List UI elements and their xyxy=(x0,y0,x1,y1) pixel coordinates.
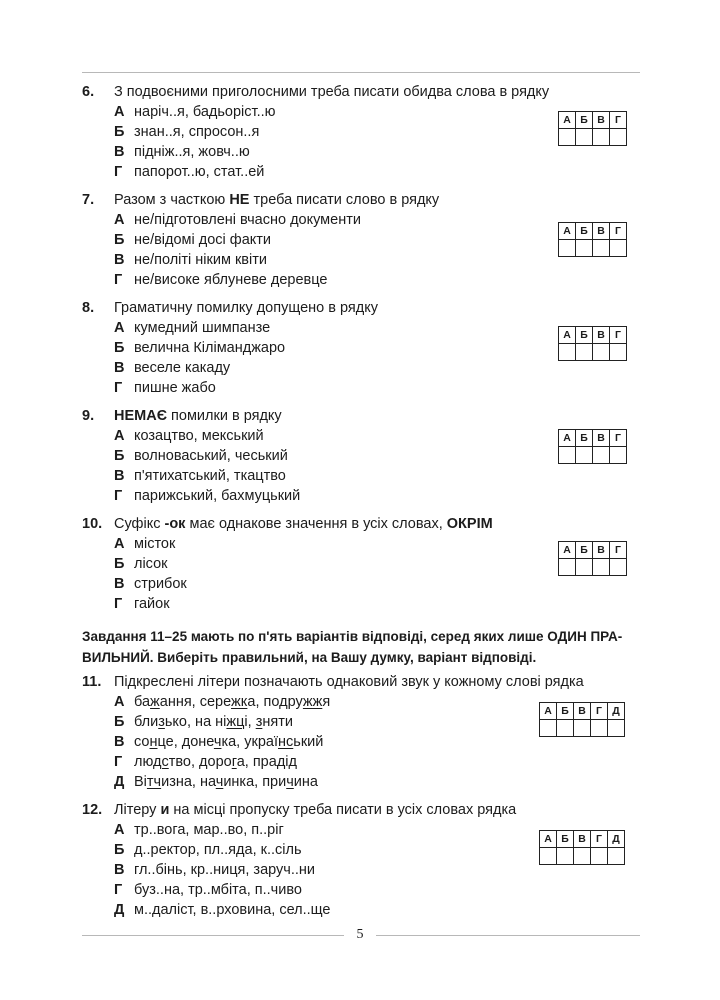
answer-cell[interactable] xyxy=(559,240,576,257)
underlined-letter: жц xyxy=(226,714,245,730)
answer-cell[interactable] xyxy=(610,559,627,576)
section-instruction-line: ВИЛЬНИЙ. Виберіть правильний, на Вашу думку, варіант відповіді. xyxy=(82,650,537,665)
answer-cell[interactable] xyxy=(591,720,608,737)
option-h xyxy=(82,162,642,182)
option-letter: В xyxy=(114,862,125,878)
grid-header: А xyxy=(559,542,576,559)
footer-divider-right xyxy=(376,935,640,936)
grid-header: В xyxy=(593,327,610,344)
option-text: стрибок xyxy=(134,576,187,592)
underlined-letter: г xyxy=(231,754,237,770)
answer-cell[interactable] xyxy=(591,848,608,865)
grid-header: Г xyxy=(591,831,608,848)
grid-header: Д xyxy=(608,831,625,848)
option-letter: Г xyxy=(114,164,123,180)
option-letter: Б xyxy=(114,556,125,572)
grid-header: Г xyxy=(610,327,627,344)
stem-text: Разом з часткою xyxy=(114,192,230,208)
option-text: п'ятихатський, ткацтво xyxy=(134,468,286,484)
option-text: Вітчизна, начинка, причина xyxy=(134,774,318,790)
underlined-letter: з xyxy=(158,714,165,730)
underlined-letter: тч xyxy=(146,774,162,790)
option-h xyxy=(82,378,642,398)
option-text: підніж..я, жовч..ю xyxy=(134,144,250,160)
option-letter: А xyxy=(114,694,125,710)
option-text: наріч..я, бадьоріст..ю xyxy=(134,104,276,120)
grid-header: В xyxy=(593,542,610,559)
stem-text: З подвоєними приголосними треба писати обидва слова в рядку xyxy=(114,84,550,100)
answer-cell[interactable] xyxy=(559,129,576,146)
option-text: тр..вога, мар..во, п..ріг xyxy=(134,822,284,838)
grid-header: В xyxy=(593,223,610,240)
option-h xyxy=(82,270,642,290)
option-letter: Г xyxy=(114,596,123,612)
option-h xyxy=(82,486,642,506)
answer-cell[interactable] xyxy=(559,559,576,576)
grid-header: В xyxy=(574,703,591,720)
answer-cell[interactable] xyxy=(576,447,593,464)
option-h xyxy=(82,594,642,614)
underlined-letter: д xyxy=(276,754,286,770)
option-text: гайок xyxy=(134,596,170,612)
question-stem xyxy=(82,406,642,426)
option-text: веселе какаду xyxy=(134,360,231,376)
option-letter: А xyxy=(114,428,125,444)
answer-grid-10 xyxy=(558,541,627,576)
answer-cell[interactable] xyxy=(576,129,593,146)
stem-text: Граматичну помилку допущено в рядку xyxy=(114,300,378,316)
answer-cell[interactable] xyxy=(576,240,593,257)
answer-grid-12 xyxy=(539,830,625,865)
question-stem xyxy=(82,800,642,820)
answer-cell[interactable] xyxy=(574,720,591,737)
grid-header: А xyxy=(559,112,576,129)
answer-cell[interactable] xyxy=(610,129,627,146)
grid-header: Б xyxy=(576,542,593,559)
option-letter: Г xyxy=(114,488,123,504)
grid-header: Б xyxy=(576,223,593,240)
answer-grid-9 xyxy=(558,429,627,464)
underlined-letter: ч xyxy=(213,734,222,750)
answer-cell[interactable] xyxy=(593,344,610,361)
question-number: 10. xyxy=(82,516,103,532)
answer-cell[interactable] xyxy=(576,559,593,576)
option-letter: В xyxy=(114,144,125,160)
option-letter: Г xyxy=(114,754,123,770)
option-letter: В xyxy=(114,734,125,750)
grid-header: Б xyxy=(576,430,593,447)
answer-grid-11 xyxy=(539,702,625,737)
stem-text: Суфікс xyxy=(114,516,165,532)
answer-cell[interactable] xyxy=(559,344,576,361)
option-letter: А xyxy=(114,212,125,228)
stem-emphasis: и xyxy=(160,802,170,818)
option-text: парижський, бахмуцький xyxy=(134,488,301,504)
grid-header: Г xyxy=(610,223,627,240)
option-letter: Б xyxy=(114,232,125,248)
underlined-letter: ч xyxy=(215,774,224,790)
underlined-letter: з xyxy=(255,714,263,730)
option-h xyxy=(82,752,642,772)
option-text: пишне жабо xyxy=(134,380,216,396)
option-text: не/високе яблуневе деревце xyxy=(134,272,328,288)
answer-cell[interactable] xyxy=(610,447,627,464)
grid-header: В xyxy=(574,831,591,848)
option-text: папорот..ю, стат..ей xyxy=(134,164,265,180)
option-text: не/підготовлені вчасно документи xyxy=(134,212,361,228)
stem-emphasis: НЕ xyxy=(229,192,250,208)
option-text: сонце, донечка, український xyxy=(134,734,324,750)
answer-cell[interactable] xyxy=(610,344,627,361)
underlined-letter: ж xyxy=(150,694,160,710)
question-number: 11. xyxy=(82,674,102,690)
grid-header: А xyxy=(540,831,557,848)
answer-cell[interactable] xyxy=(540,848,557,865)
question-stem xyxy=(82,514,642,534)
option-text: д..ректор, пл..яда, к..сіль xyxy=(134,842,302,858)
option-letter: Б xyxy=(114,340,125,356)
answer-cell[interactable] xyxy=(557,720,574,737)
grid-header: В xyxy=(593,430,610,447)
question-stem xyxy=(82,672,642,692)
grid-header: А xyxy=(540,703,557,720)
option-letter: А xyxy=(114,822,125,838)
section-instruction-line: Завдання 11–25 мають по п'ять варіантів відповіді, серед яких лише ОДИН ПРА- xyxy=(82,629,623,644)
option-letter: Г xyxy=(114,272,123,288)
answer-cell[interactable] xyxy=(593,129,610,146)
option-letter: Г xyxy=(114,380,123,396)
stem-text: Літеру xyxy=(114,802,161,818)
grid-header: А xyxy=(559,223,576,240)
answer-cell[interactable] xyxy=(557,848,574,865)
underlined-letter: жж xyxy=(302,694,323,710)
stem-text: на місці пропуску треба писати в усіх словах рядка xyxy=(169,802,517,818)
stem-emphasis: НЕМАЄ xyxy=(114,408,168,424)
question-stem xyxy=(82,190,642,210)
option-h xyxy=(82,880,642,900)
option-letter: Д xyxy=(114,774,125,790)
underlined-letter: нс xyxy=(278,734,294,750)
question-stem xyxy=(82,82,642,102)
question-number: 12. xyxy=(82,802,103,818)
question-number: 9. xyxy=(82,408,95,424)
option-d xyxy=(82,772,642,792)
grid-header: Б xyxy=(576,327,593,344)
option-text: людство, дорога, прадід xyxy=(134,754,297,770)
option-d xyxy=(82,900,642,920)
option-text: близько, на ніжці, зняти xyxy=(134,714,293,730)
grid-header: Г xyxy=(610,542,627,559)
question-number: 8. xyxy=(82,300,95,316)
grid-header: Г xyxy=(610,112,627,129)
option-letter: А xyxy=(114,536,125,552)
option-text: козацтво, мекський xyxy=(134,428,264,444)
option-letter: В xyxy=(114,576,125,592)
option-letter: Б xyxy=(114,448,125,464)
option-letter: Г xyxy=(114,882,123,898)
option-letter: В xyxy=(114,252,125,268)
answer-cell[interactable] xyxy=(574,848,591,865)
stem-text: треба писати слово в рядку xyxy=(249,192,440,208)
answer-cell[interactable] xyxy=(593,559,610,576)
option-letter: Б xyxy=(114,842,125,858)
page-number: 5 xyxy=(356,927,364,942)
option-text: не/відомі досі факти xyxy=(134,232,272,248)
option-text: не/політі ніким квіти xyxy=(134,252,267,268)
question-number: 6. xyxy=(82,84,95,100)
grid-header: Б xyxy=(557,703,574,720)
answer-cell[interactable] xyxy=(576,344,593,361)
option-text: велична Кіліманджаро xyxy=(134,340,286,356)
option-text: лісок xyxy=(134,556,168,572)
option-text: місток xyxy=(134,536,176,552)
stem-emphasis: -ок xyxy=(164,516,186,532)
answer-grid-8 xyxy=(558,326,627,361)
answer-grid-6 xyxy=(558,111,627,146)
section-instruction xyxy=(82,626,642,668)
answer-cell[interactable] xyxy=(540,720,557,737)
answer-cell[interactable] xyxy=(610,240,627,257)
stem-text: має однакове значення в усіх словах, xyxy=(185,516,447,532)
underlined-letter: жк xyxy=(231,694,248,710)
option-letter: Д xyxy=(114,902,125,918)
grid-header: А xyxy=(559,327,576,344)
option-text: буз..на, тр..мбіта, п..чиво xyxy=(134,882,302,898)
grid-header: Б xyxy=(557,831,574,848)
underlined-letter: н xyxy=(149,734,158,750)
answer-grid-7 xyxy=(558,222,627,257)
option-v xyxy=(82,358,642,378)
option-letter: А xyxy=(114,320,125,336)
question-stem xyxy=(82,298,642,318)
grid-header: Г xyxy=(591,703,608,720)
option-text: знан..я, спросон..я xyxy=(134,124,260,140)
answer-cell[interactable] xyxy=(559,447,576,464)
option-letter: Б xyxy=(114,124,125,140)
option-text: м..даліст, в..рховина, сел..ще xyxy=(134,902,331,918)
underlined-letter: ч xyxy=(286,774,294,790)
option-text: кумедний шимпанзе xyxy=(134,320,271,336)
answer-cell[interactable] xyxy=(593,240,610,257)
option-letter: А xyxy=(114,104,125,120)
answer-cell[interactable] xyxy=(608,720,625,737)
option-letter: Б xyxy=(114,714,125,730)
option-text: бажання, сережка, подружжя xyxy=(134,694,331,710)
footer-divider-left xyxy=(82,935,344,936)
option-text: волноваський, чеський xyxy=(134,448,288,464)
question-number: 7. xyxy=(82,192,95,208)
grid-header: Д xyxy=(608,703,625,720)
grid-header: Г xyxy=(610,430,627,447)
option-letter: В xyxy=(114,360,125,376)
option-v xyxy=(82,466,642,486)
grid-header: А xyxy=(559,430,576,447)
grid-header: Б xyxy=(576,112,593,129)
option-text: гл..бінь, кр..ниця, заруч..ни xyxy=(134,862,316,878)
grid-header: В xyxy=(593,112,610,129)
option-v xyxy=(82,574,642,594)
answer-cell[interactable] xyxy=(593,447,610,464)
answer-cell[interactable] xyxy=(608,848,625,865)
stem-emphasis: ОКРІМ xyxy=(446,516,493,532)
underlined-letter: дс xyxy=(153,754,169,770)
option-letter: В xyxy=(114,468,125,484)
stem-text: помилки в рядку xyxy=(167,408,282,424)
stem-text: Підкреслені літери позначають однаковий звук у кожному слові рядка xyxy=(114,674,584,690)
top-divider xyxy=(82,72,640,73)
